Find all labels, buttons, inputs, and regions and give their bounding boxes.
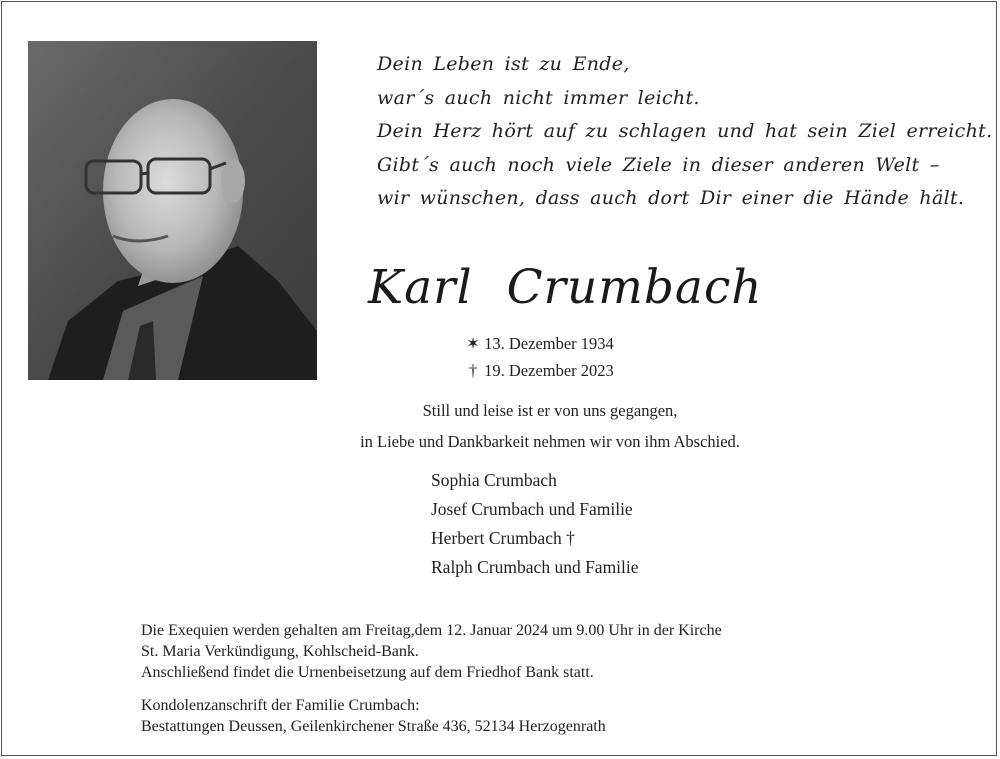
- poem: [377, 48, 993, 216]
- farewell-line: in Liebe und Dankbarkeit nehmen wir von ihm Abschied.: [360, 432, 740, 451]
- life-dates: [466, 330, 614, 384]
- family-member: Sophia Crumbach: [431, 470, 557, 490]
- birth-date: 13. Dezember 1934: [484, 334, 614, 353]
- family-member: Josef Crumbach und Familie: [431, 499, 633, 519]
- death-date: 19. Dezember 2023: [484, 361, 614, 380]
- star-icon: ✶: [466, 334, 480, 353]
- poem-line: Gibt´s auch noch viele Ziele in dieser anderen Welt –: [377, 153, 940, 176]
- birth-date-row: [466, 330, 614, 357]
- family-list: [431, 466, 639, 582]
- portrait-photo: [28, 41, 317, 380]
- service-line: Anschließend findet die Urnenbeisetzung auf dem Friedhof Bank statt.: [141, 664, 594, 681]
- deceased-name: Karl Crumbach: [368, 260, 763, 315]
- poem-line: war´s auch nicht immer leicht.: [377, 86, 700, 109]
- condolence-address: [141, 695, 606, 737]
- family-member: Ralph Crumbach und Familie: [431, 557, 639, 577]
- farewell-line: Still und leise ist er von uns gegangen,: [422, 401, 678, 420]
- poem-line: Dein Leben ist zu Ende,: [377, 53, 630, 75]
- condolence-line: Bestattungen Deussen, Geilenkirchener Straße 436, 52134 Herzogenrath: [141, 718, 606, 735]
- family-member: Herbert Crumbach †: [431, 528, 575, 548]
- condolence-line: Kondolenzanschrift der Familie Crumbach:: [141, 697, 420, 714]
- service-line: St. Maria Verkündigung, Kohlscheid-Bank.: [141, 643, 419, 660]
- cross-icon: †: [468, 361, 478, 380]
- poem-line: Dein Herz hört auf zu schlagen und hat sein Ziel erreicht.: [377, 120, 993, 142]
- service-details: [141, 620, 722, 683]
- death-date-row: [466, 357, 614, 384]
- poem-line: wir wünschen, dass auch dort Dir einer die Hände hält.: [377, 187, 965, 209]
- farewell-text: [300, 395, 800, 457]
- service-line: Die Exequien werden gehalten am Freitag,dem 12. Januar 2024 um 9.00 Uhr in der Kirche: [141, 622, 722, 639]
